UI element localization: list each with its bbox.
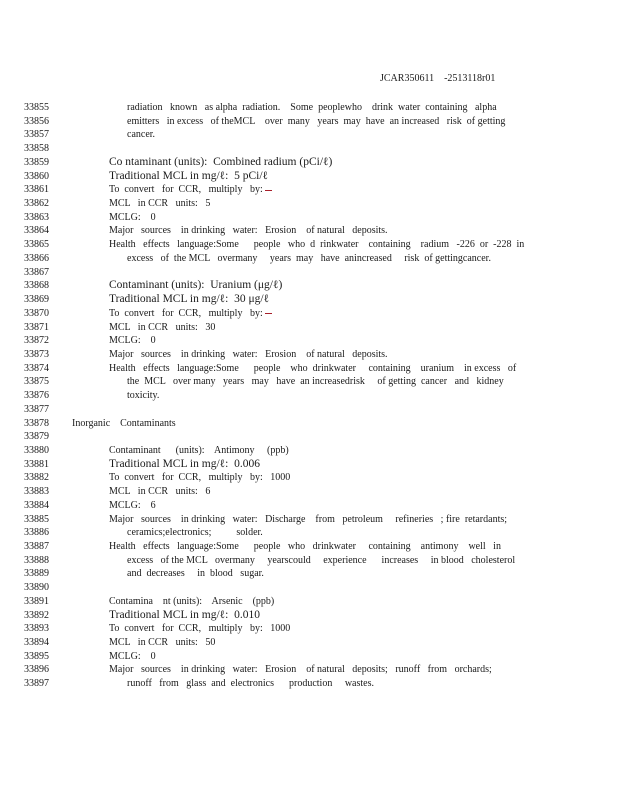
line-text: [109, 622, 290, 636]
line-number: 33891: [24, 595, 49, 607]
line-text-content: To convert for CCR, multiply by:: [109, 184, 263, 196]
document-line: [0, 224, 618, 238]
line-text-content: ceramics;electronics; solder.: [127, 527, 263, 539]
line-text: [127, 115, 505, 129]
line-number: 33871: [24, 321, 49, 333]
line-text: [127, 101, 497, 115]
line-text: [109, 211, 156, 225]
line-number: 33868: [24, 280, 49, 292]
line-text: [127, 252, 491, 266]
line-number: 33874: [24, 362, 49, 374]
line-text-content: Health effects language:Some people who d rinkwater containing radium -226 or -228 in: [109, 239, 525, 251]
line-number: 33866: [24, 252, 49, 264]
line-text: [109, 663, 492, 677]
line-text: [109, 609, 260, 623]
line-number: 33896: [24, 664, 49, 676]
document-line: [0, 156, 618, 170]
line-number: 33864: [24, 225, 49, 237]
line-number: 33859: [24, 156, 49, 168]
line-text-content: MCLG: 6: [109, 499, 156, 511]
line-number: 33855: [24, 102, 49, 113]
line-text: [109, 348, 388, 362]
line-number: 33870: [24, 307, 49, 319]
line-number: 33863: [24, 211, 49, 223]
document-line: [0, 540, 618, 554]
line-number: 33860: [24, 170, 49, 182]
line-text: [109, 183, 272, 197]
line-number: 33884: [24, 499, 49, 511]
line-text-content: Traditional MCL in mg/ℓ: 0.006: [109, 457, 260, 470]
line-text-content: Co ntaminant (units): Combined radium (pCi/ℓ): [109, 155, 333, 168]
document-line: [0, 458, 618, 472]
document-line: [0, 142, 618, 156]
line-text: [127, 567, 264, 581]
line-text: [109, 238, 524, 252]
document-line: [0, 362, 618, 376]
line-text-content: Traditional MCL in mg/ℓ: 5 pCi/ℓ: [109, 169, 269, 182]
line-text: [109, 458, 260, 472]
line-text: [109, 444, 289, 458]
line-text-content: To convert for CCR, multiply by: 1000: [109, 472, 291, 484]
document-line: [0, 101, 618, 115]
line-text-content: Traditional MCL in mg/ℓ: 0.010: [109, 608, 260, 621]
line-text: [127, 128, 155, 142]
document-line: [0, 293, 618, 307]
line-text: [127, 526, 263, 540]
line-number: 33888: [24, 554, 49, 566]
document-line: [0, 567, 618, 581]
document-header-id: JCAR350611 -2513118r01: [380, 73, 496, 84]
line-number: 33857: [24, 129, 49, 141]
line-text-content: runoff from glass and electronics production wastes.: [127, 678, 374, 690]
line-text: [109, 540, 501, 554]
document-line: [0, 526, 618, 540]
line-number: 33875: [24, 376, 49, 388]
document-line: [0, 266, 618, 280]
line-text-content: To convert for CCR, multiply by:: [109, 307, 263, 319]
line-text: [109, 362, 516, 376]
line-number: 33892: [24, 609, 49, 621]
document-body: [0, 101, 618, 691]
line-text-content: MCL in CCR units: 6: [109, 486, 211, 498]
line-text-content: Major sources in drinking water: Erosion of natural deposits.: [109, 348, 388, 360]
line-text: [109, 321, 215, 335]
line-number: 33865: [24, 239, 49, 251]
line-text: [109, 334, 156, 348]
document-line: [0, 170, 618, 184]
line-number: 33878: [24, 417, 49, 429]
document-line: [0, 581, 618, 595]
line-text: [127, 677, 374, 691]
document-line: [0, 485, 618, 499]
document-line: [0, 636, 618, 650]
line-text: [109, 279, 282, 293]
line-text-content: MCLG: 0: [109, 650, 156, 662]
line-number: 33890: [24, 582, 49, 594]
line-text-content: MCLG: 0: [109, 335, 156, 347]
document-line: [0, 348, 618, 362]
line-text-content: Major sources in drinking water: Discharge from petroleum refineries ; fire retardants;: [109, 513, 508, 525]
document-line: [0, 307, 618, 321]
line-text-content: MCLG: 0: [109, 211, 156, 223]
line-text-content: Health effects language:Some people who drinkwater containing uranium in excess of: [109, 362, 517, 374]
line-text: [109, 636, 215, 650]
document-line: [0, 513, 618, 527]
document-line: [0, 389, 618, 403]
line-text-content: Contaminant (units): Antimony (ppb): [109, 444, 289, 456]
line-text-content: Contamina nt (units): Arsenic (ppb): [109, 595, 275, 607]
line-text: [72, 417, 176, 431]
line-number: 33887: [24, 541, 49, 552]
red-dash-mark: [265, 190, 272, 191]
document-line: [0, 115, 618, 129]
line-text-content: MCL in CCR units: 50: [109, 637, 216, 649]
line-text-content: MCL in CCR units: 30: [109, 321, 216, 333]
document-line: [0, 677, 618, 691]
line-text-content: radiation known as alpha radiation. Some peoplewho drink water containing alpha: [127, 102, 497, 113]
document-line: [0, 128, 618, 142]
line-number: 33879: [24, 431, 49, 443]
document-line: [0, 211, 618, 225]
line-text: [109, 197, 210, 211]
line-number: 33858: [24, 143, 49, 155]
line-number: 33869: [24, 294, 49, 306]
line-text-content: Major sources in drinking water: Erosion of natural deposits; runoff from orchards;: [109, 664, 492, 676]
line-text-content: the MCL over many years may have an increasedrisk of getting cancer and kidney: [127, 376, 504, 388]
line-text-content: excess of the MCL overmany years may have anincreased risk of gettingcancer.: [127, 252, 491, 264]
line-text: [109, 650, 156, 664]
line-text-content: Contaminant (units): Uranium (μg/ℓ): [109, 279, 283, 292]
line-text: [109, 307, 272, 321]
document-line: [0, 471, 618, 485]
line-text-content: excess of the MCL overmany yearscould experience increases in blood cholesterol: [127, 554, 516, 566]
line-number: 33880: [24, 444, 49, 456]
line-number: 33886: [24, 527, 49, 539]
line-text-content: Major sources in drinking water: Erosion of natural deposits.: [109, 225, 388, 237]
document-line: [0, 238, 618, 252]
line-text-content: MCL in CCR units: 5: [109, 198, 211, 210]
line-number: 33862: [24, 198, 49, 210]
line-text: [109, 471, 290, 485]
document-line: [0, 197, 618, 211]
line-number: 33881: [24, 458, 49, 470]
line-number: 33895: [24, 650, 49, 662]
document-line: [0, 663, 618, 677]
document-line: [0, 375, 618, 389]
line-text-content: cancer.: [127, 129, 156, 141]
line-number: 33876: [24, 390, 49, 402]
line-text-content: Traditional MCL in mg/ℓ: 30 μg/ℓ: [109, 293, 270, 306]
line-text-content: Health effects language:Some people who drinkwater containing antimony well in: [109, 541, 501, 552]
line-number: 33897: [24, 678, 49, 690]
line-text: [109, 595, 274, 609]
line-text-content: To convert for CCR, multiply by: 1000: [109, 623, 291, 635]
line-text: [109, 499, 156, 513]
line-text: [109, 170, 268, 184]
line-text: [109, 293, 269, 307]
document-line: [0, 554, 618, 568]
line-number: 33885: [24, 513, 49, 525]
document-line: [0, 334, 618, 348]
document-line: [0, 417, 618, 431]
line-number: 33867: [24, 266, 49, 278]
document-line: [0, 499, 618, 513]
red-dash-mark: [265, 313, 272, 314]
line-text: [109, 485, 210, 499]
line-text: [109, 224, 388, 238]
line-text: [127, 389, 159, 403]
line-text: [127, 554, 515, 568]
document-line: [0, 321, 618, 335]
line-text-content: emitters in excess of theMCL over many years may have an increased risk of getting: [127, 115, 506, 127]
line-number: 33894: [24, 637, 49, 649]
document-line: [0, 609, 618, 623]
line-text: [109, 513, 507, 527]
line-number: 33861: [24, 184, 49, 196]
line-number: 33883: [24, 486, 49, 498]
line-number: 33877: [24, 403, 49, 415]
line-text: [109, 156, 332, 170]
document-line: [0, 279, 618, 293]
document-line: [0, 650, 618, 664]
line-text-content: and decreases in blood sugar.: [127, 568, 264, 580]
document-line: [0, 595, 618, 609]
line-number: 33873: [24, 348, 49, 360]
line-text-content: Inorganic Contaminants: [72, 417, 176, 429]
line-number: 33856: [24, 115, 49, 127]
document-line: [0, 622, 618, 636]
line-number: 33889: [24, 568, 49, 580]
document-line: [0, 403, 618, 417]
document-line: [0, 252, 618, 266]
document-line: [0, 430, 618, 444]
line-text: [127, 375, 504, 389]
line-number: 33893: [24, 623, 49, 635]
line-number: 33872: [24, 335, 49, 347]
document-line: [0, 183, 618, 197]
line-text-content: toxicity.: [127, 390, 160, 402]
line-number: 33882: [24, 472, 49, 484]
document-line: [0, 444, 618, 458]
